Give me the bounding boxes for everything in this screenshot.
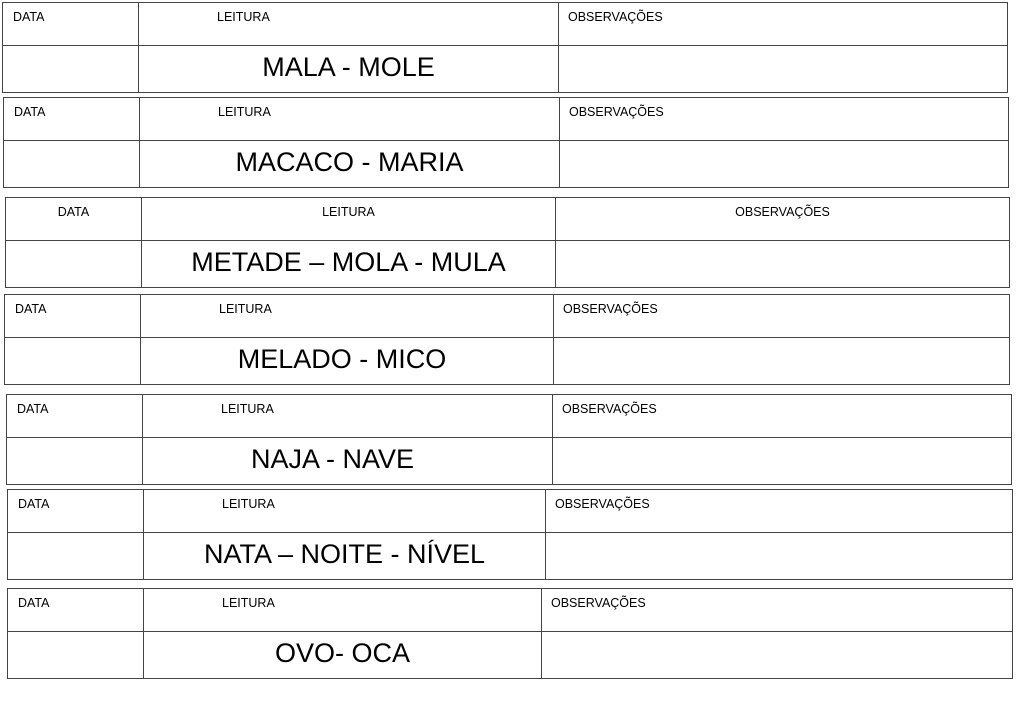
reading-table-7 xyxy=(7,588,1013,679)
reading-cell xyxy=(140,337,553,384)
content-row xyxy=(5,337,1009,384)
header-cell-observacoes xyxy=(552,395,1011,437)
date-cell[interactable] xyxy=(7,437,142,484)
date-cell[interactable] xyxy=(8,532,143,579)
content-row xyxy=(3,45,1007,92)
content-row xyxy=(7,437,1011,484)
header-cell-data xyxy=(8,490,143,532)
header-cell-observacoes xyxy=(545,490,1012,532)
header-label-leitura: LEITURA xyxy=(322,205,375,219)
date-cell[interactable] xyxy=(6,240,141,287)
reading-words: OVO- OCA xyxy=(274,638,410,668)
reading-cell xyxy=(139,140,559,187)
header-cell-observacoes xyxy=(553,295,1009,337)
reading-words: METADE – MOLA - MULA xyxy=(191,247,506,277)
header-label-leitura: LEITURA xyxy=(217,10,270,24)
reading-cell xyxy=(143,631,541,678)
header-row xyxy=(3,3,1007,46)
header-label-leitura: LEITURA xyxy=(222,596,275,610)
header-cell-leitura xyxy=(143,589,541,631)
reading-table-5 xyxy=(6,394,1012,485)
header-cell-leitura xyxy=(138,3,558,45)
content-row xyxy=(4,140,1008,187)
reading-table-6 xyxy=(7,489,1013,580)
reading-words: MELADO - MICO xyxy=(237,344,447,374)
reading-table-1 xyxy=(2,2,1008,93)
header-cell-leitura xyxy=(139,98,559,140)
header-label-leitura: LEITURA xyxy=(219,302,272,316)
header-cell-leitura xyxy=(141,198,555,240)
reading-words: MALA - MOLE xyxy=(262,52,435,82)
reading-words: MACACO - MARIA xyxy=(235,147,464,177)
observations-cell[interactable] xyxy=(541,631,1012,678)
header-label-observacoes: OBSERVAÇÕES xyxy=(555,497,650,511)
header-row xyxy=(6,198,1009,241)
date-cell[interactable] xyxy=(4,140,139,187)
header-label-data: DATA xyxy=(17,402,49,416)
header-label-observacoes: OBSERVAÇÕES xyxy=(568,10,663,24)
header-label-observacoes: OBSERVAÇÕES xyxy=(563,302,658,316)
header-label-data: DATA xyxy=(18,596,50,610)
header-label-data: DATA xyxy=(13,10,45,24)
observations-cell[interactable] xyxy=(555,240,1009,287)
date-cell[interactable] xyxy=(5,337,140,384)
header-cell-data xyxy=(7,395,142,437)
header-cell-data xyxy=(8,589,143,631)
header-cell-observacoes xyxy=(555,198,1009,240)
header-row xyxy=(7,395,1011,438)
reading-cell xyxy=(141,240,555,287)
header-label-data: DATA xyxy=(15,302,47,316)
header-cell-data xyxy=(6,198,141,240)
reading-words: NATA – NOITE - NÍVEL xyxy=(203,539,486,569)
header-label-leitura: LEITURA xyxy=(218,105,271,119)
header-row xyxy=(8,490,1012,533)
header-label-data: DATA xyxy=(57,205,90,219)
header-label-leitura: LEITURA xyxy=(222,497,275,511)
header-row xyxy=(5,295,1009,338)
header-cell-leitura xyxy=(140,295,553,337)
header-cell-leitura xyxy=(142,395,552,437)
header-label-leitura: LEITURA xyxy=(221,402,274,416)
header-cell-data xyxy=(3,3,138,45)
reading-table-4 xyxy=(4,294,1010,385)
header-label-data: DATA xyxy=(18,497,50,511)
date-cell[interactable] xyxy=(8,631,143,678)
header-cell-observacoes xyxy=(559,98,1008,140)
observations-cell[interactable] xyxy=(559,140,1008,187)
header-label-observacoes: OBSERVAÇÕES xyxy=(562,402,657,416)
content-row xyxy=(8,532,1012,579)
header-cell-data xyxy=(4,98,139,140)
observations-cell[interactable] xyxy=(552,437,1011,484)
header-row xyxy=(8,589,1012,632)
header-label-observacoes: OBSERVAÇÕES xyxy=(735,205,830,219)
header-cell-observacoes xyxy=(541,589,1012,631)
observations-cell[interactable] xyxy=(558,45,1007,92)
header-cell-observacoes xyxy=(558,3,1007,45)
date-cell[interactable] xyxy=(3,45,138,92)
content-row xyxy=(6,240,1009,287)
observations-cell[interactable] xyxy=(553,337,1009,384)
content-row xyxy=(8,631,1012,678)
header-row xyxy=(4,98,1008,141)
reading-cell xyxy=(142,437,552,484)
header-label-observacoes: OBSERVAÇÕES xyxy=(551,596,646,610)
reading-table-3 xyxy=(5,197,1010,288)
observations-cell[interactable] xyxy=(545,532,1012,579)
header-cell-leitura xyxy=(143,490,545,532)
header-label-data: DATA xyxy=(14,105,46,119)
reading-table-2 xyxy=(3,97,1009,188)
reading-cell xyxy=(143,532,545,579)
header-label-observacoes: OBSERVAÇÕES xyxy=(569,105,664,119)
reading-cell xyxy=(138,45,558,92)
header-cell-data xyxy=(5,295,140,337)
reading-words: NAJA - NAVE xyxy=(250,444,415,474)
